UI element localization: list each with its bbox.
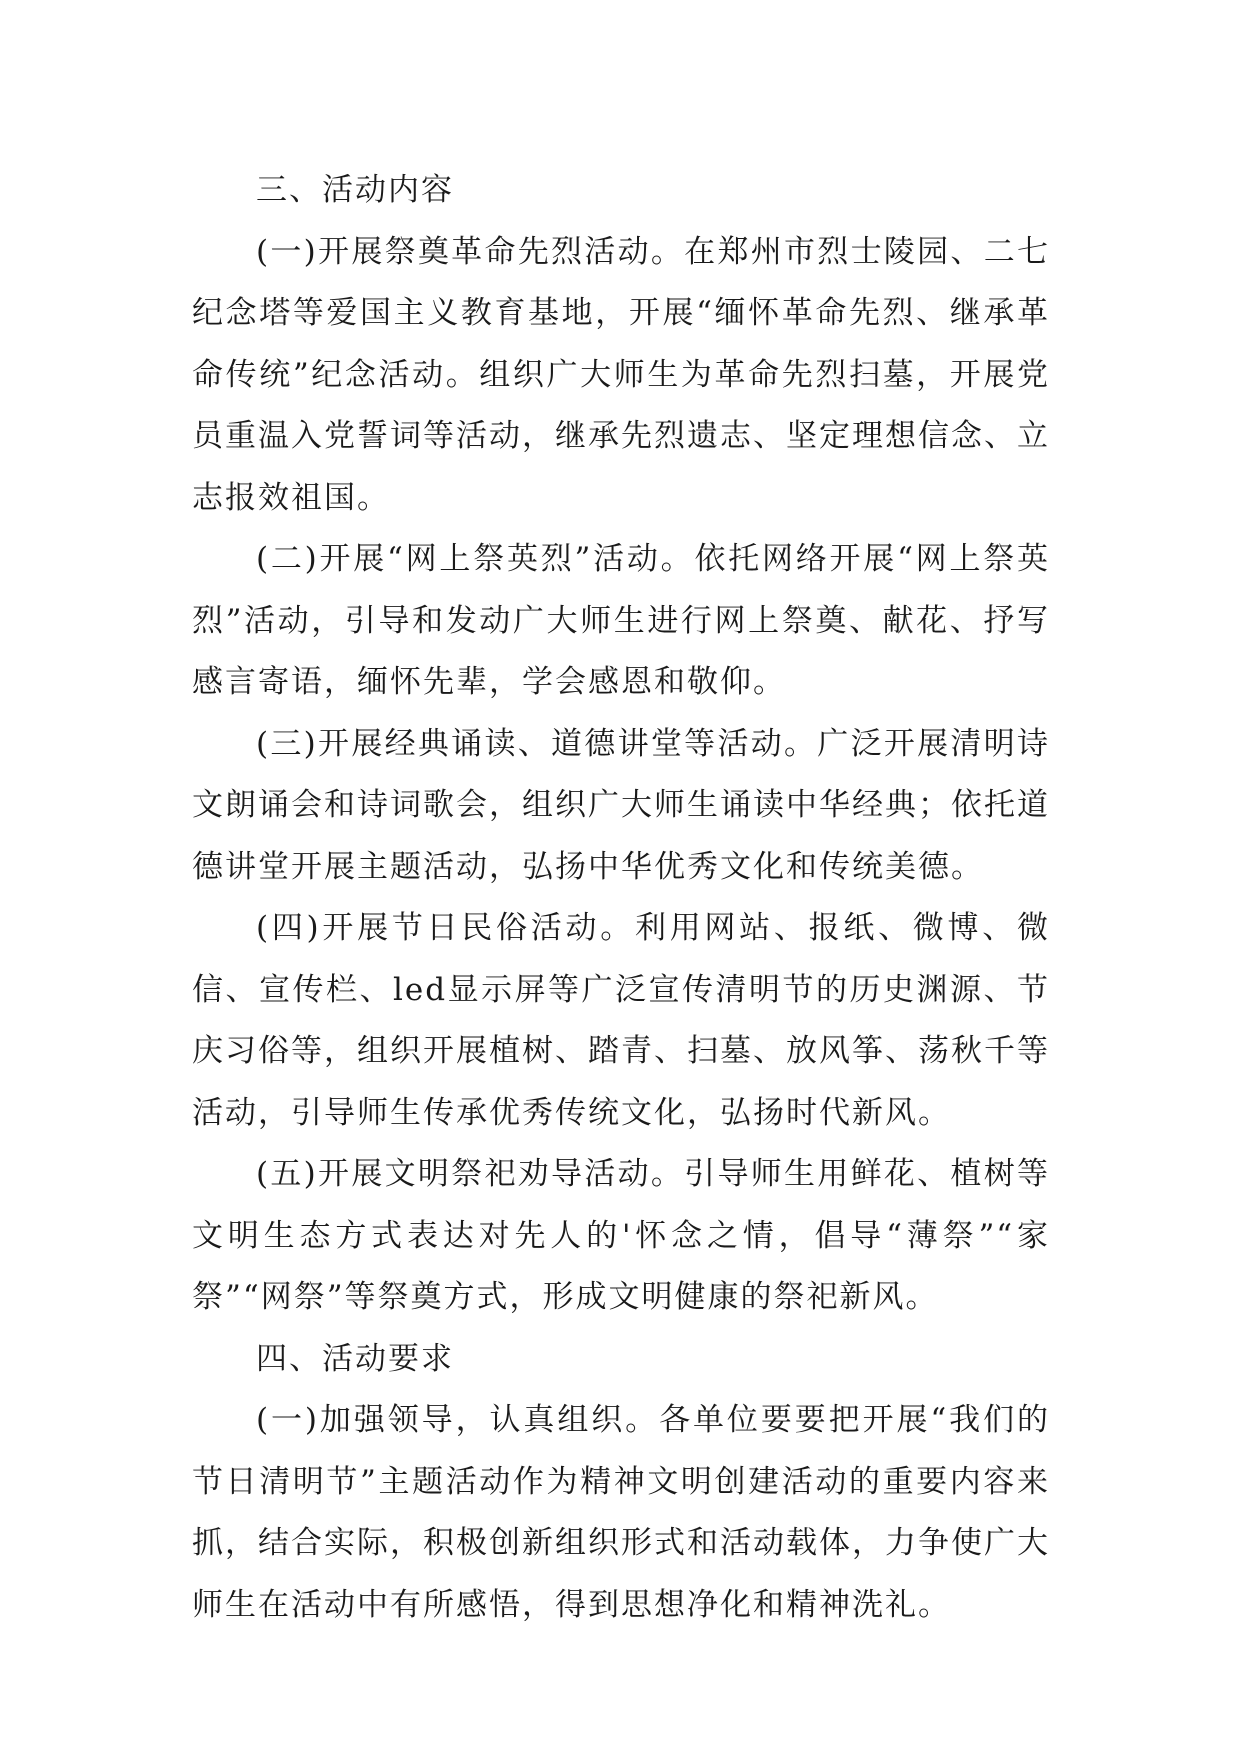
paragraph-folk-activities: (四)开展节日民俗活动。利用网站、报纸、微博、微信、宣传栏、led显示屏等广泛宣传清明节的历史渊源、节庆习俗等，组织开展植树、踏青、扫墓、放风筝、荡秋千等活动，引导师生传承优秀传统文化，弘扬时代新风。 — [192, 910, 1050, 1131]
paragraph-civilized-sacrifice: (五)开展文明祭祀劝导活动。引导师生用鲜花、植树等文明生态方式表达对先人的'怀念之情，倡导“薄祭”“家祭”“网祭”等祭奠方式，形成文明健康的祭祀新风。 — [192, 1156, 1050, 1315]
paragraph-leadership-organization: (一)加强领导，认真组织。各单位要要把开展“我们的节日清明节”主题活动作为精神文明创建活动的重要内容来抓，结合实际，积极创新组织形式和活动载体，力争使广大师生在活动中有所感悟，得到思想净化和精神洗礼。 — [192, 1402, 1050, 1623]
document-page — [192, 160, 1050, 1636]
section-heading-activity-content: 三、活动内容 — [256, 172, 454, 208]
paragraph-classic-reading: (三)开展经典诵读、道德讲堂等活动。广泛开展清明诗文朗诵会和诗词歌会，组织广大师生诵读中华经典；依托道德讲堂开展主题活动，弘扬中华优秀文化和传统美德。 — [192, 725, 1050, 885]
section-heading-activity-requirements: 四、活动要求 — [256, 1340, 454, 1377]
paragraph-online-memorial: (二)开展“网上祭英烈”活动。依托网络开展“网上祭英烈”活动，引导和发动广大师生进行网上祭奠、献花、抒写感言寄语，缅怀先辈，学会感恩和敬仰。 — [192, 541, 1050, 700]
paragraph-memorial-martyrs: (一)开展祭奠革命先烈活动。在郑州市烈士陵园、二七纪念塔等爱国主义教育基地，开展“缅怀革命先烈、继承革命传统”纪念活动。组织广大师生为革命先烈扫墓，开展党员重温入党誓词等活动，继承先烈遗志、坚定理想信念、立志报效祖国。 — [192, 233, 1050, 516]
